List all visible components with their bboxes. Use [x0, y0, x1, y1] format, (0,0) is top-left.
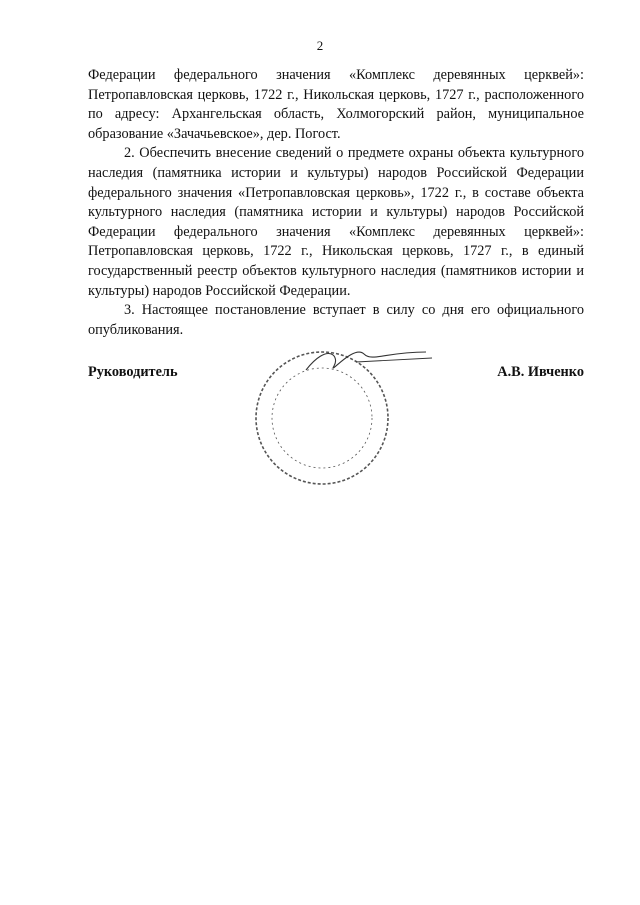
signature-underline-icon — [356, 358, 432, 362]
document-body — [88, 66, 584, 340]
paragraph-2: 2. Обеспечить внесение сведений о предмете охраны объекта культурного наследия (памятника истории и культуры) народов Российской Федерации федерального значения «Петропавловская церковь», 1722 г., в составе объекта культурного наследия (памятника истории и культуры) народов Российской Федерации федерального значения «Комплекс деревянных церквей»: Петропавловская церковь, 1722 г., Никольская церковь, 1727 г., в единый государственный реестр объектов культурного наследия (памятников истории и культуры) народов Российской Федерации. — [88, 145, 584, 299]
signature-block — [88, 362, 584, 492]
seal-placeholder — [236, 340, 436, 490]
seal-outline — [256, 352, 388, 484]
paragraph-1: Федерации федерального значения «Комплекс деревянных церквей»: Петропавловская церковь, 1722 г., Никольская церковь, 1727 г., расположенного по адресу: Архангельская область, Холмогорский район, муниципальное образование «Зачачьевское», дер. Погост. — [88, 67, 584, 142]
paragraph-3: 3. Настоящее постановление вступает в силу со дня его официального опубликования. — [88, 302, 584, 338]
seal-inner-ring — [272, 368, 372, 468]
signer-title: Руководитель — [88, 364, 178, 380]
signature-stroke-icon — [306, 352, 426, 370]
signer-name: А.В. Ивченко — [497, 364, 584, 380]
seal-placeholder-graphic — [236, 340, 436, 490]
page-number: 2 — [316, 38, 324, 53]
